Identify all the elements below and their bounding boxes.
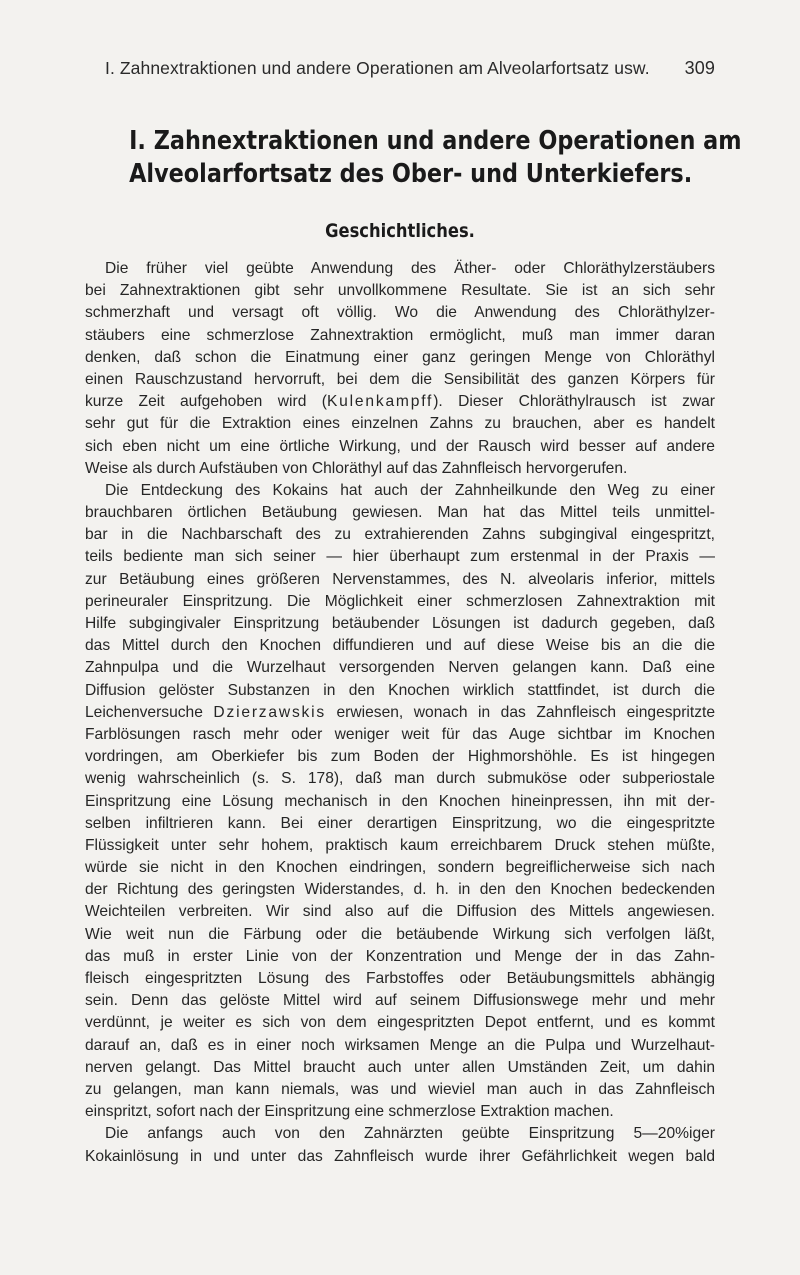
text-line: fleisch eingespritzten Lösung des Farbstoffes oder Betäubungsmittels abhängig	[85, 970, 715, 987]
text-line: wenig wahrscheinlich (s. S. 178), daß man durch submuköse oder subperiostale	[85, 770, 715, 788]
paragraph	[85, 480, 715, 1123]
text-line: Wie weit nun die Färbung oder die betäubende Wirkung sich verfolgen läßt,	[85, 925, 715, 943]
text-line: sein. Denn das gelöste Mittel wird auf seinem Diffusionswege mehr und mehr	[85, 992, 715, 1010]
text-line: darauf an, daß es in einer noch wirksamen Menge an die Pulpa und Wurzelhaut-	[85, 1036, 715, 1054]
text-line: Die anfangs auch von den Zahnärzten geübte Einspritzung 5—20%iger	[105, 1125, 715, 1143]
running-header	[85, 58, 715, 79]
text-line: das Mittel durch den Knochen diffundieren und auf diese Weise bis an die die	[85, 637, 715, 655]
text-line: verdünnt, je weiter es sich von dem eingespritzten Depot entfernt, und es kommt	[85, 1014, 715, 1032]
chapter-title-line-2: Alveolarfortsatz des Ober- und Unterkiefers.	[129, 159, 693, 189]
text-line: Diffusion gelöster Substanzen in den Knochen wirklich stattfindet, ist durch die	[85, 681, 715, 699]
chapter-title-line-1: I. Zahnextraktionen und andere Operationen am	[129, 126, 742, 156]
text-line: brauchbaren örtlichen Betäubung gewiesen. Man hat das Mittel teils unmittel-	[85, 504, 715, 522]
text-line: einen Rauschzustand hervorruft, bei dem die Sensibilität des ganzen Körpers für	[85, 370, 715, 388]
text-line: vordringen, am Oberkiefer bis zum Boden der Highmorshöhle. Es ist hingegen	[85, 748, 715, 766]
text-line: schmerzhaft und versagt oft völlig. Wo die Anwendung des Chloräthylzer-	[85, 304, 715, 322]
chapter-title	[129, 125, 742, 191]
text-line: kurze Zeit aufgehoben wird (Kulenkampff). Dieser Chloräthylrausch ist zwar	[85, 393, 715, 411]
paragraph	[85, 258, 715, 480]
text-line: das muß in erster Linie von der Konzentration und Menge der in das Zahn-	[85, 947, 715, 965]
text-line: Flüssigkeit unter sehr hohem, praktisch kaum erreichbarem Druck stehen müßte,	[85, 836, 715, 854]
text-line: Weichteilen verbreiten. Wir sind also auf die Diffusion des Mittels angewiesen.	[85, 903, 715, 921]
author-name: Dzierzawskis	[213, 703, 326, 721]
paragraph	[85, 1123, 715, 1167]
text-line: würde sie nicht in den Knochen eindringen, sondern begreiflicherweise sich nach	[85, 859, 715, 877]
text-line: Einspritzung eine Lösung mechanisch in den Knochen hineinpressen, ihn mit der-	[85, 792, 715, 810]
text-line: zu gelangen, man kann niemals, was und wieviel man auch in das Zahnfleisch	[85, 1080, 715, 1098]
text-line: Die früher viel geübte Anwendung des Äther- oder Chloräthylzerstäubers	[105, 260, 715, 277]
text-line: bei Zahnextraktionen gibt sehr unvollkommene Resultate. Sie ist an sich sehr	[85, 282, 715, 300]
text-line: sich eben nicht um eine örtliche Wirkung, und der Rausch wird besser auf andere	[85, 437, 715, 455]
text-line: perineuraler Einspritzung. Die Möglichkeit einer schmerzlosen Zahnextraktion mit	[85, 592, 715, 610]
author-name: Kulenkampff	[326, 393, 434, 411]
text-line: nerven gelangt. Das Mittel braucht auch unter allen Umständen Zeit, um dahin	[85, 1058, 715, 1076]
text-line: denken, daß schon die Einatmung einer ganz geringen Menge von Chloräthyl	[85, 348, 715, 366]
text-line: zur Betäubung eines größeren Nervenstammes, des N. alveolaris inferior, mittels	[85, 570, 715, 588]
text-line: sehr gut für die Extraktion eines einzelnen Zahns zu brauchen, aber es handelt	[85, 415, 715, 433]
text-line: Leichenversuche Dzierzawskis erwiesen, wonach in das Zahnfleisch eingespritzte	[85, 703, 716, 721]
text-line: selben infiltrieren kann. Bei einer derartigen Einspritzung, wo die eingespritzte	[85, 814, 715, 832]
book-page	[85, 58, 742, 1168]
text-line: Weise als durch Aufstäuben von Chloräthyl auf das Zahnfleisch hervorgerufen.	[85, 459, 628, 477]
text-line: Zahnpulpa und die Wurzelhaut versorgenden Nerven gelangen kann. Daß eine	[85, 659, 715, 677]
running-title: I. Zahnextraktionen und andere Operationen am Alveolarfortsatz usw.	[105, 58, 650, 78]
text-line: Farblösungen rasch mehr oder weniger weit für das Auge sichtbar im Knochen	[85, 725, 715, 743]
section-title: Geschichtliches.	[325, 220, 475, 242]
page-number: 309	[684, 58, 715, 78]
text-line: stäubers eine schmerzlose Zahnextraktion ermöglicht, muß man immer daran	[85, 326, 715, 344]
text-line: Kokainlösung in und unter das Zahnfleisch wurde ihrer Gefährlichkeit wegen bald	[85, 1147, 715, 1165]
text-line: teils bediente man sich seiner — hier überhaupt zum erstenmal in der Praxis —	[85, 548, 715, 566]
text-line: Die Entdeckung des Kokains hat auch der Zahnheilkunde den Weg zu einer	[105, 481, 715, 499]
text-line: Hilfe subgingivaler Einspritzung betäubender Lösungen ist dadurch gegeben, daß	[85, 615, 715, 632]
text-line: einspritzt, sofort nach der Einspritzung eine schmerzlose Extraktion machen.	[85, 1103, 614, 1121]
body-text	[85, 258, 715, 1168]
text-line: bar in die Nachbarschaft des zu extrahierenden Zahns subgingival eingespritzt,	[85, 526, 715, 544]
text-line: der Richtung des geringsten Widerstandes, d. h. in den den Knochen bedeckenden	[85, 881, 715, 899]
